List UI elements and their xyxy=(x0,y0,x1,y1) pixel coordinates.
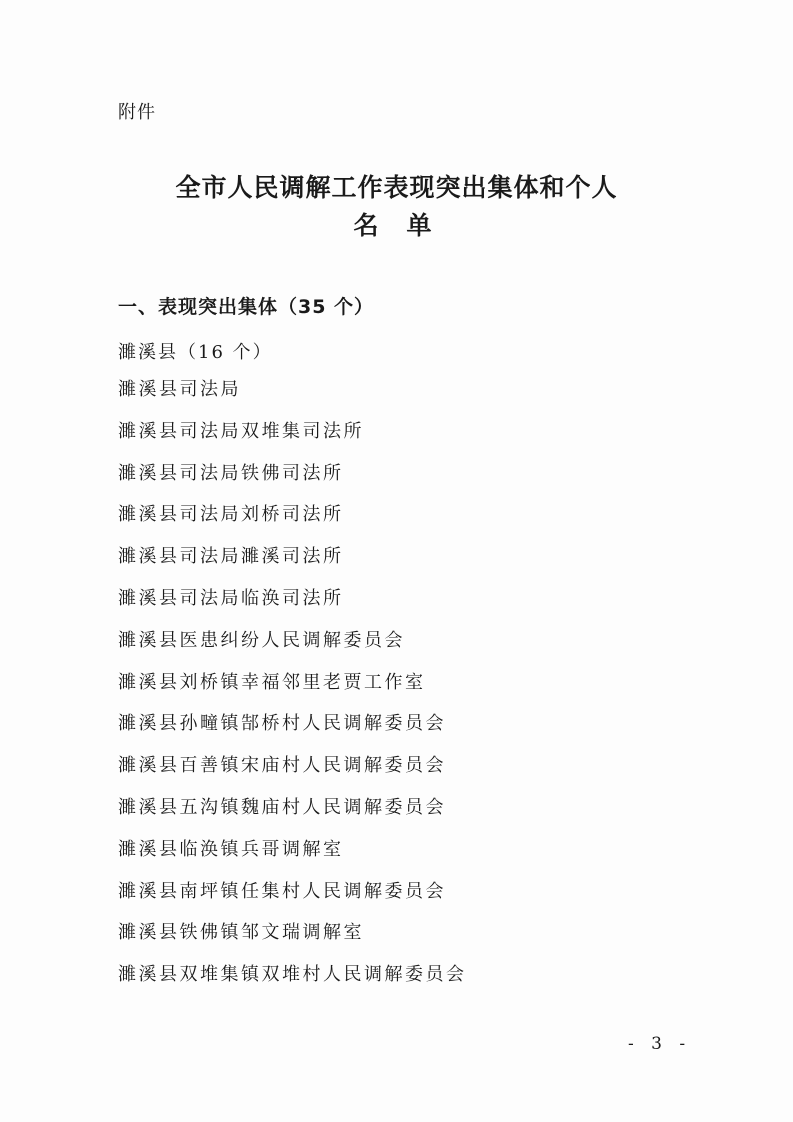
county-heading: 濉溪县（16 个） xyxy=(118,342,273,363)
list-item: 濉溪县司法局铁佛司法所 xyxy=(118,462,344,484)
list-item: 濉溪县医患纠纷人民调解委员会 xyxy=(118,629,405,651)
list-item: 濉溪县司法局濉溪司法所 xyxy=(118,546,344,568)
attachment-label: 附件 xyxy=(118,102,156,123)
page-number: - 3 - xyxy=(628,1034,692,1054)
document-title-suffix: 名单 xyxy=(353,211,460,240)
list-item: 濉溪县双堆集镇双堆村人民调解委员会 xyxy=(118,964,467,986)
organization-list xyxy=(118,378,467,1005)
list-item: 濉溪县司法局刘桥司法所 xyxy=(118,504,344,526)
list-item: 濉溪县司法局双堆集司法所 xyxy=(118,420,364,442)
list-item: 濉溪县司法局 xyxy=(118,379,241,400)
list-item: 濉溪县司法局临涣司法所 xyxy=(118,587,344,609)
list-item: 濉溪县南坪镇任集村人民调解委员会 xyxy=(118,880,446,902)
list-item: 濉溪县刘桥镇幸福邻里老贾工作室 xyxy=(118,671,426,693)
list-item: 濉溪县五沟镇魏庙村人民调解委员会 xyxy=(118,796,446,818)
list-item: 濉溪县铁佛镇邹文瑞调解室 xyxy=(118,922,364,944)
list-item: 濉溪县临涣镇兵哥调解室 xyxy=(118,838,344,860)
list-item: 濉溪县孙疃镇郜桥村人民调解委员会 xyxy=(118,713,446,735)
document-title: 全市人民调解工作表现突出集体和个人 xyxy=(175,173,618,202)
list-item: 濉溪县百善镇宋庙村人民调解委员会 xyxy=(118,755,446,777)
section-heading: 一、表现突出集体（35 个） xyxy=(118,296,375,318)
